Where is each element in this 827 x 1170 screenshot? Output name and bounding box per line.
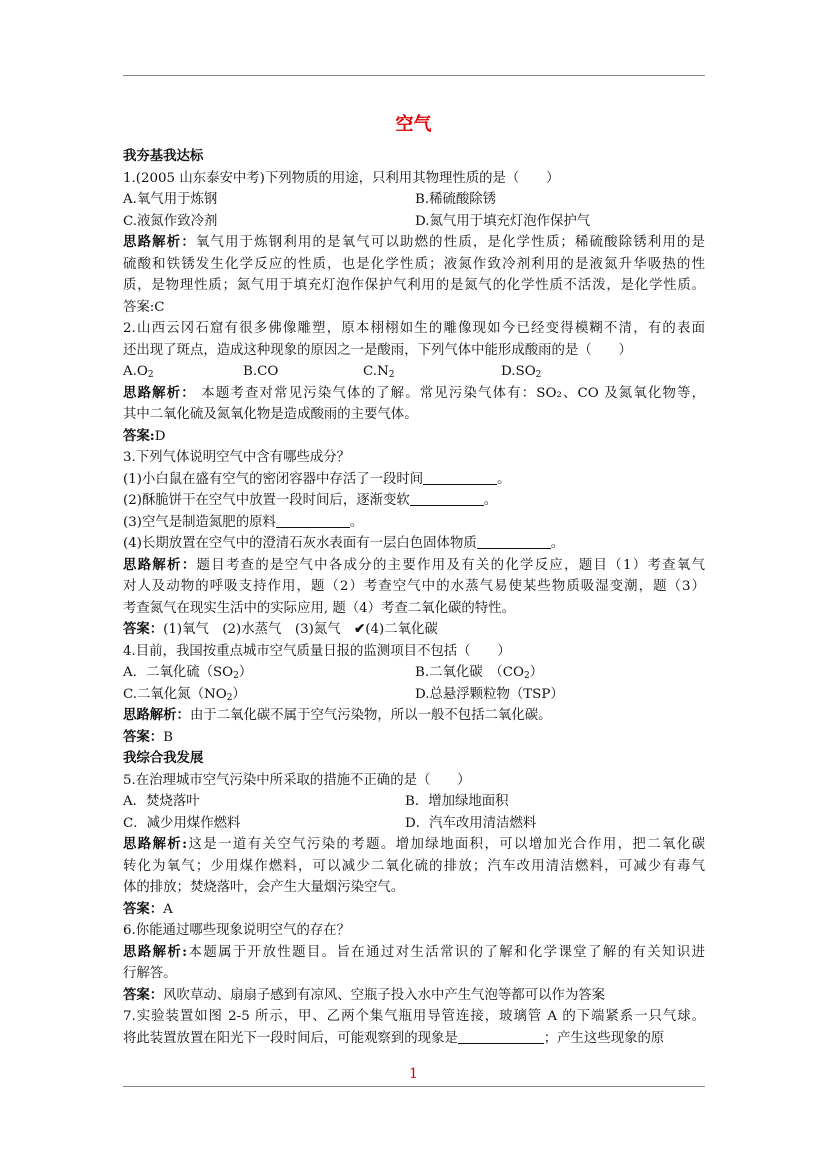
answer-blank — [458, 1029, 544, 1044]
text-line: 3.下列气体说明空气中含有哪些成分？ — [123, 450, 351, 465]
option-item: $A.O_2$ — [123, 364, 154, 380]
text-line: 1.(2005 山东泰安中考)下列物质的用途，只利用其物理性质的是（ ） — [123, 170, 560, 186]
answer-label: 答案： — [123, 621, 164, 637]
option-item: D．汽车改用清洁燃料 — [405, 815, 537, 831]
text-line: 4.目前，我国按重点城市空气质量日报的监测项目不包括（ ） — [123, 643, 511, 659]
text-line: 质，是物理性质；氮气用于填充灯泡作保护气利用的是氮气的化学性质不活泼，是化学性质。 — [123, 278, 705, 293]
analysis-label: 思路解析: — [123, 836, 188, 852]
answer-label: 思路解析： — [123, 707, 190, 723]
analysis-label: 思路解析： — [123, 384, 196, 401]
option-item: C.二氧化氮$(NO_2)$ — [123, 686, 246, 703]
text-line: 思路解析：氧气用于炼钢利用的是氧气可以助燃的性质，是化学性质；稀硫酸除锈利用的是 — [123, 234, 705, 250]
option-item: D.总悬浮颗粒物（TSP） — [415, 686, 564, 702]
text-line: 考查氮气在现实生活中的实际应用, 题（4）考查二氧化碳的特性。 — [123, 600, 515, 616]
answer-blank — [276, 513, 350, 528]
option-item: B．增加绿地面积 — [405, 794, 509, 809]
page-title: 空气 — [395, 114, 432, 135]
subscript: 2 — [523, 671, 530, 681]
option-item: A．二氧化硫$(SO_2)$ — [123, 665, 253, 681]
option-item: B.二氧化碳 $(CO_2)$ — [415, 665, 544, 681]
option-row — [123, 189, 705, 211]
answer-line: 答案：B — [123, 728, 174, 745]
answer-line: 答案：A — [123, 900, 173, 917]
answer-line: 答案：(1)氧气 (2)水蒸气 (3)氮气 ✔(4)二氧化碳 — [123, 621, 438, 637]
answer-label: 答案: — [123, 427, 155, 444]
option-item: D.氮气用于填充灯泡作保护气 — [415, 213, 591, 229]
option-item: C.液氮作致冷剂 — [123, 213, 218, 229]
text-line: 行解答。 — [123, 966, 177, 981]
text-line: 5.在治理城市空气污染中所采取的措施不正确的是（ ） — [123, 772, 471, 788]
subscript: 2 — [233, 671, 239, 681]
answer-line: 答案:D — [123, 427, 166, 444]
answer-label: 答案： — [123, 986, 164, 1003]
fill-blank-line: (4)长期放置在空气中的澄清石灰水表面有一层白色固体物质 。 — [123, 536, 565, 551]
option-row — [123, 684, 705, 706]
text-line: 思路解析：题目考查的是空气中各成分的主要作用及有关的化学反应，题目（1）考查氧气 — [123, 556, 705, 573]
analysis-label: 思路解析： — [123, 234, 196, 250]
text-line: 7.实验装置如图 2-5 所示，甲、乙两个集气瓶用导管连接，玻璃管 A 的下端紧系一只气球。 — [123, 1009, 705, 1024]
option-row — [123, 361, 705, 383]
analysis-label: 思路解析： — [123, 556, 197, 573]
text-line: 思路解析:本题属于开放性题目。旨在通过对生活常识的了解和化学课堂了解的有关知识进 — [123, 943, 705, 960]
footer-rule — [123, 1086, 705, 1087]
option-item: A．焚烧落叶 — [123, 794, 200, 809]
subscript: 2 — [388, 370, 395, 380]
option-row — [123, 662, 705, 684]
answer-blank — [423, 470, 497, 485]
section-heading: 我夯基我达标 — [123, 148, 204, 164]
text-line: 还出现了斑点，造成这种现象的原因之一是酸雨，下列气体中能形成酸雨的是（ ） — [123, 342, 632, 358]
checkmark-icon: ✔ — [353, 621, 366, 637]
option-row — [123, 813, 705, 835]
analysis-label: 思路解析: — [123, 943, 188, 960]
option-item: B.稀硫酸除锈 — [415, 192, 497, 207]
section-heading: 我综合我发展 — [123, 750, 204, 766]
fill-blank-line: (3)空气是制造氮肥的原料 。 — [123, 514, 364, 530]
text-line: 2.山西云冈石窟有很多佛像雕塑，原本栩栩如生的雕像现如今已经变得模糊不清，有的表面 — [123, 321, 705, 336]
answer-blank — [410, 491, 484, 506]
answer-line: 答案：风吹草动、扇扇子感到有凉风、空瓶子投入水中产生气泡等都可以作为答案 — [123, 986, 606, 1003]
fill-blank-line: (1)小白鼠在盛有空气的密闭容器中存活了一段时间 。 — [123, 471, 511, 487]
answer-label: 答案： — [123, 900, 164, 917]
option-row — [123, 211, 705, 233]
text-line: 硫酸和铁锈发生化学反应的性质，也是化学性质；液氮作致冷剂利用的是液氮升华吸热的性 — [123, 256, 705, 272]
subscript: 2 — [147, 370, 154, 380]
text-line: 对人及动物的呼吸支持作用，题（2）考查空气中的水蒸气易使某些物质吸湿变潮，题（3） — [123, 579, 705, 594]
text-line: 思路解析： 本题考查对常见污染气体的了解。常见污染气体有：SO₂、CO 及氮氧化物等， — [123, 384, 705, 401]
document-body — [123, 146, 705, 1049]
text-line: 体的排放；焚烧落叶，会产生大量烟污染空气。 — [123, 880, 405, 895]
text-line: 6.你能通过哪些现象说明空气的存在？ — [123, 923, 351, 938]
subscript: 2 — [226, 692, 233, 703]
text-line: 其中二氧化硫及氮氧化物是造成酸雨的主要气体。 — [123, 407, 418, 422]
text-line: 思路解析:这是一道有关空气污染的考题。增加绿地面积，可以增加光合作用，把二氧化碳 — [123, 836, 705, 852]
option-item: $D.SO_2$ — [501, 364, 542, 380]
option-item: B.CO — [243, 364, 279, 379]
subscript: 2 — [535, 370, 542, 380]
option-item: C．减少用煤作燃料 — [123, 815, 241, 831]
answer-line: 思路解析：由于二氧化碳不属于空气污染物，所以一般不包括二氧化碳。 — [123, 707, 552, 723]
fill-blank-line: (2)酥脆饼干在空气中放置一段时间后，逐渐变软 。 — [123, 493, 498, 508]
option-item: A.氧气用于炼钢 — [123, 192, 218, 207]
text-line: 答案:C — [123, 299, 165, 315]
fill-blank-line: 将此装置放置在阳光下一段时间后，可能观察到的现象是 ；产生这些现象的原 — [123, 1030, 665, 1046]
header-rule — [123, 75, 705, 76]
page-number: 1 — [409, 1066, 418, 1082]
option-item: $C.N_2$ — [363, 364, 395, 380]
answer-label: 答案： — [123, 728, 164, 745]
text-line: 转化为氧气；少用煤作燃料，可以减少二氧化硫的排放；汽车改用清洁燃料，可减少有毒气 — [123, 858, 705, 874]
option-row — [123, 791, 705, 813]
answer-blank — [477, 534, 551, 549]
